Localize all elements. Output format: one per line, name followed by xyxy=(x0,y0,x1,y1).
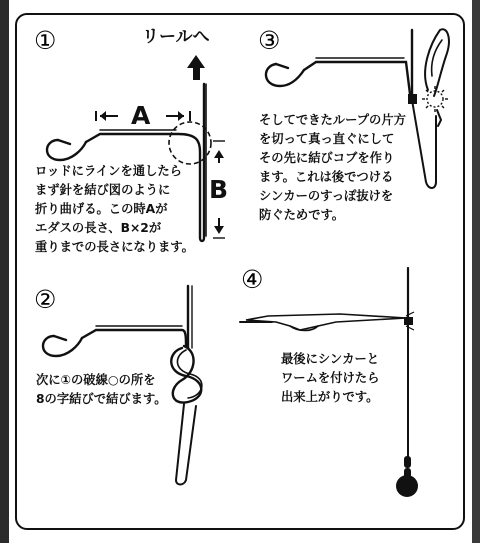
step3-cut-loop xyxy=(425,29,449,96)
step2-shank xyxy=(82,330,186,346)
step1-caption-line: 重りまでの長さになります。 xyxy=(35,240,194,254)
step3-shank xyxy=(304,62,410,94)
step2-caption-line: 次に①の破線○の所を xyxy=(36,373,156,387)
step3-caption-line: その先に結びコブを作り xyxy=(259,151,395,165)
step2-tag-line xyxy=(176,404,196,485)
step1-caption xyxy=(35,162,194,257)
step3-tag-line xyxy=(412,100,436,188)
step4-knot xyxy=(404,317,413,325)
step3-knot-burst xyxy=(422,86,448,112)
step3-knot xyxy=(408,94,417,104)
step2-caption xyxy=(36,371,167,409)
step1-label-b: B xyxy=(209,175,229,204)
step1-caption-line: 折り曲げる。この時Aが xyxy=(35,202,168,216)
step1-caption-line: まず針を結び図のように xyxy=(35,183,171,197)
step1-label-a: A xyxy=(131,101,151,130)
step4-caption-line: 最後にシンカーと xyxy=(281,352,380,366)
step1-caption-line: エダスの長さ、B×2が xyxy=(35,221,162,235)
step4-sinker xyxy=(396,456,418,497)
step3-caption-line: そしてできたループの片方 xyxy=(259,113,406,127)
step3-caption xyxy=(259,111,406,225)
step1-reel-label: リールへ xyxy=(142,27,210,47)
step1-reel-arrow xyxy=(187,55,205,80)
step1-number: ① xyxy=(34,26,57,55)
step3-caption-line: 防ぐためです。 xyxy=(259,208,345,222)
step3-caption-line: ます。これは後でつける xyxy=(259,170,394,184)
step4-number: ④ xyxy=(241,265,264,294)
step2-number: ② xyxy=(34,285,57,314)
step3-caption-line: シンカーのすっぽ抜けを xyxy=(259,189,394,203)
step3-number: ③ xyxy=(258,26,281,55)
step1-hook-point xyxy=(58,140,70,144)
step4-caption-line: ワームを付けたら xyxy=(281,371,380,385)
step4-caption-line: 出来上がりです。 xyxy=(281,390,379,404)
step4-caption xyxy=(281,350,379,407)
step2-caption-line: 8の字結びで結びます。 xyxy=(36,392,167,406)
step1-caption-line: ロッドにラインを通したら xyxy=(35,164,182,178)
step3-caption-line: を切って真っ直ぐにして xyxy=(259,132,395,146)
